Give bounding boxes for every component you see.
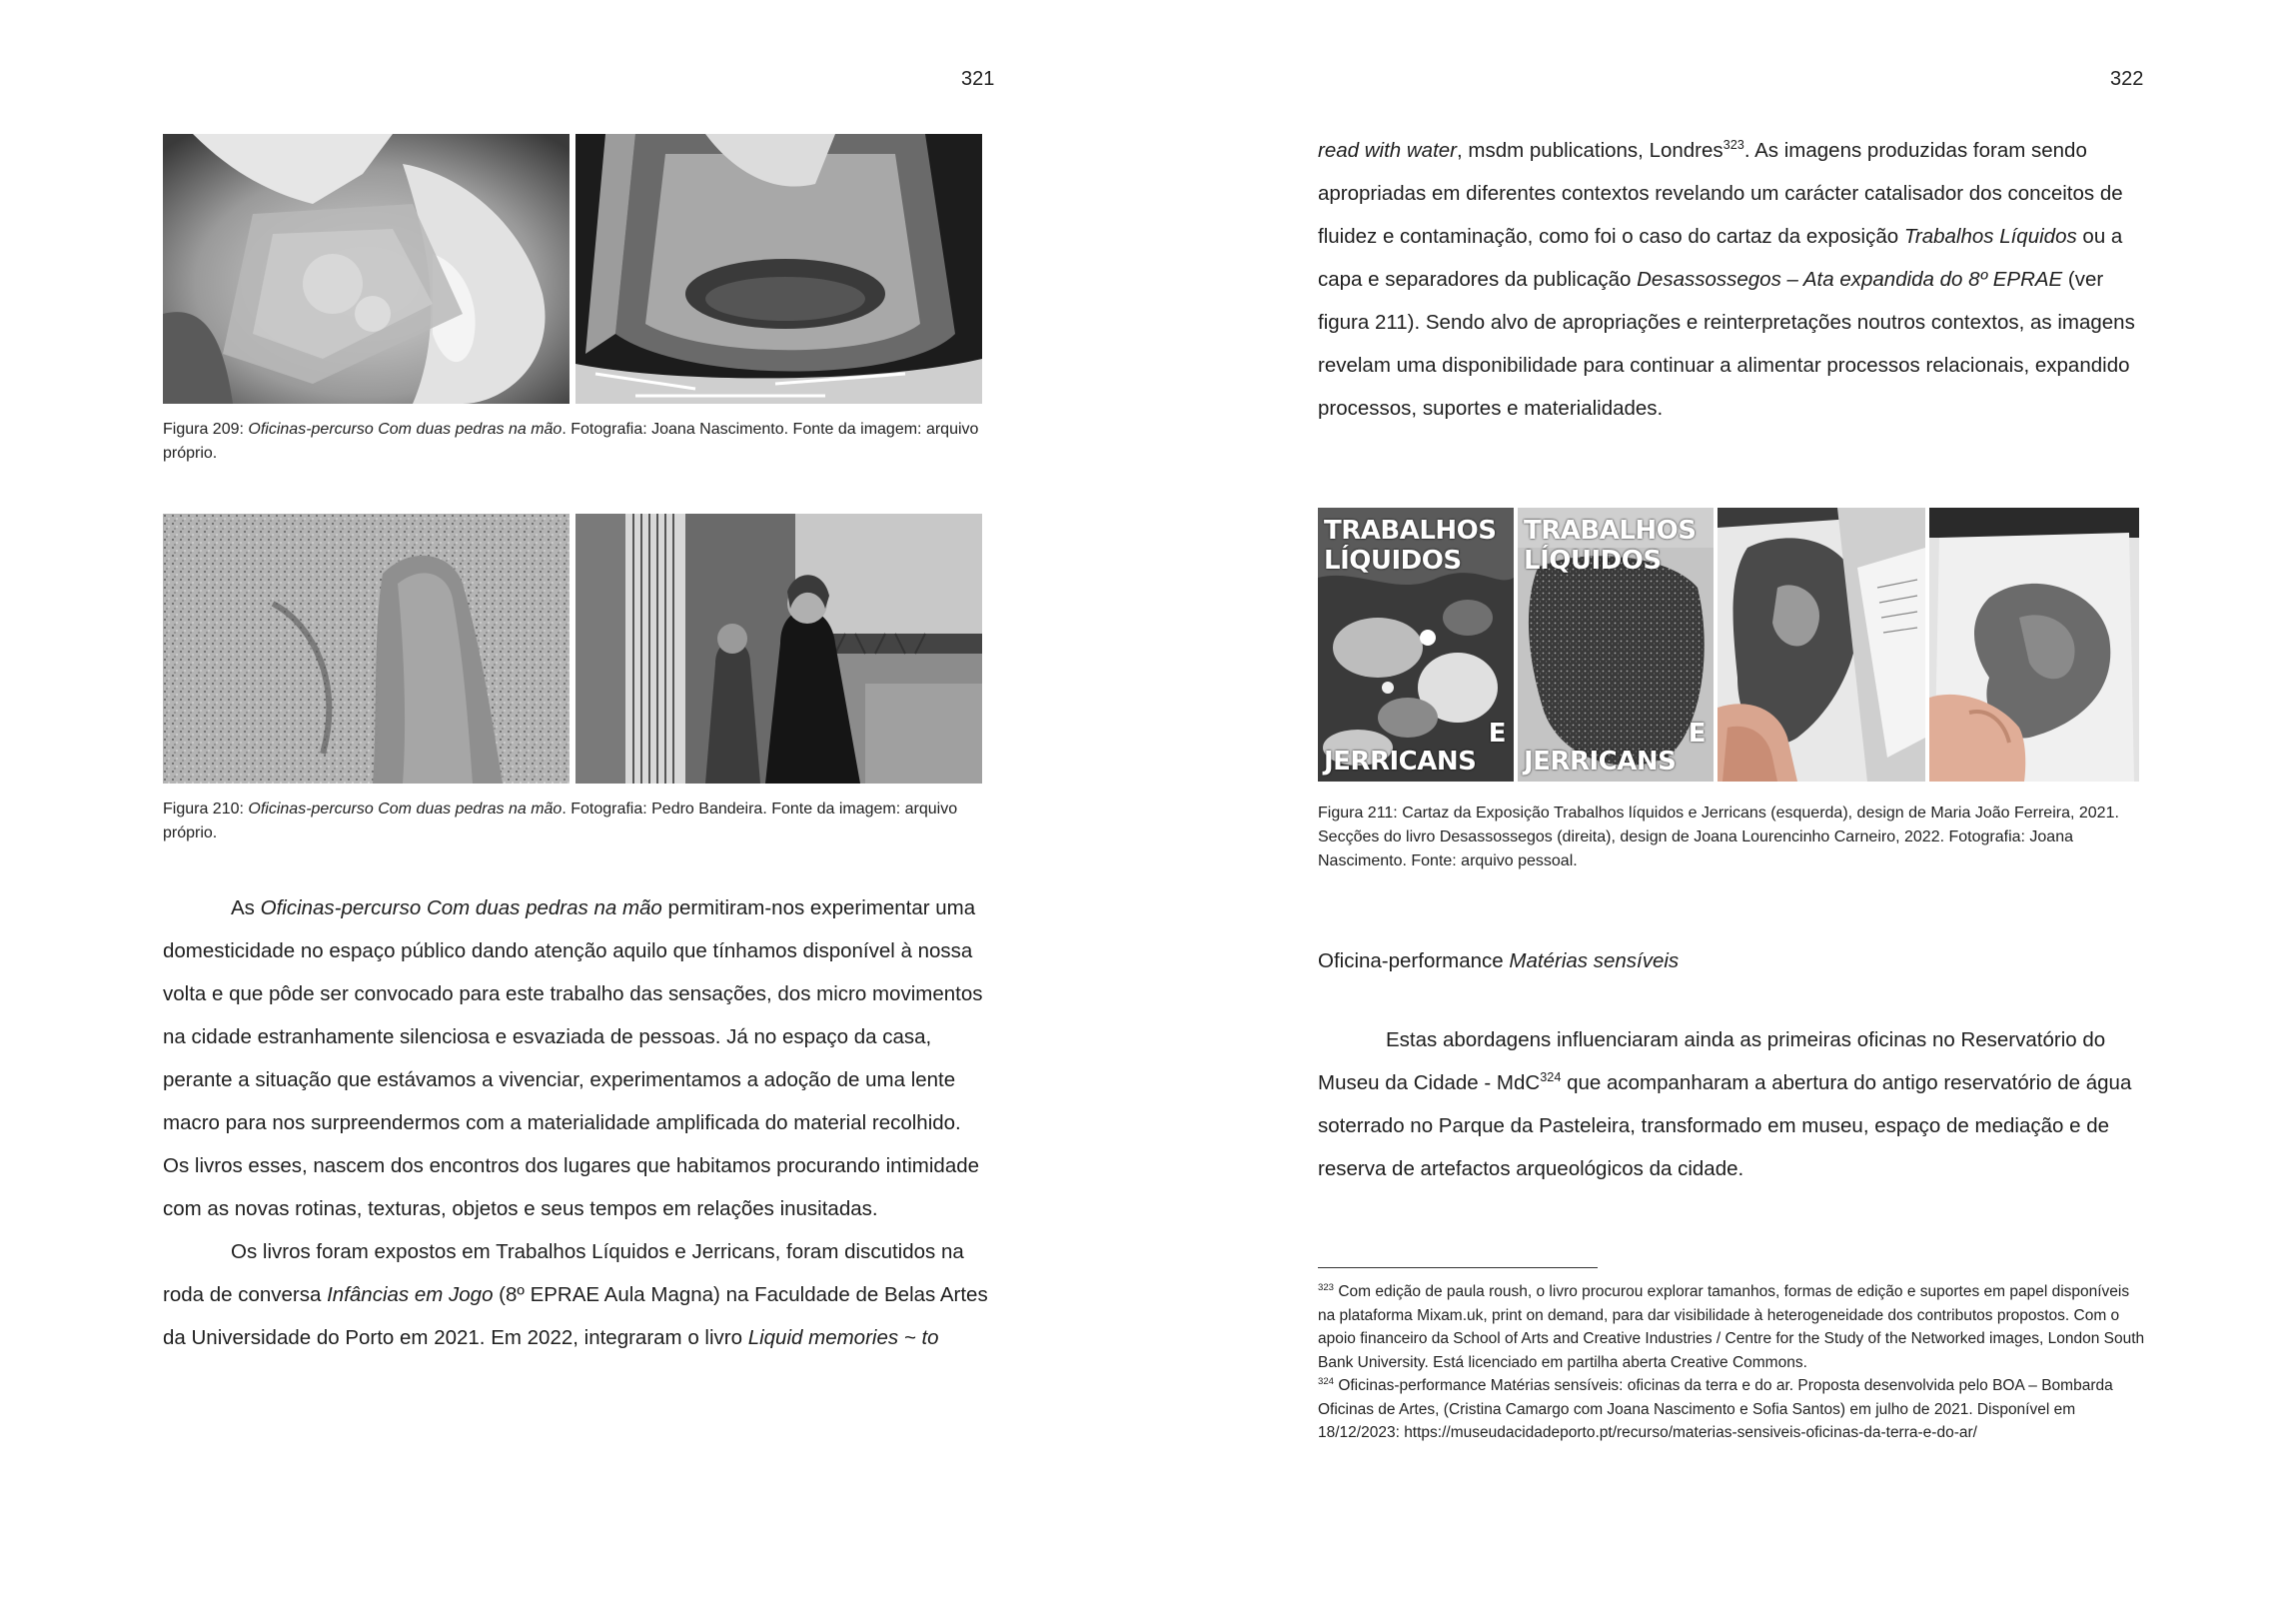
photo-hands-ice (163, 134, 570, 404)
poster-title: TRABALHOS LÍQUIDOS (1324, 516, 1497, 576)
caption-rest: . Fotografia: Joana Nascimento. Fonte da imagem: arquivo próprio. (163, 421, 979, 462)
poster-jerricans: JERRICANS (1524, 747, 1677, 777)
poster-e: E (1488, 719, 1506, 749)
figure-210-caption (163, 798, 992, 845)
right-page (1148, 0, 2296, 1621)
poster-image-2 (1518, 508, 1714, 782)
poster-title: TRABALHOS LÍQUIDOS (1524, 516, 1697, 576)
figure-211-caption: Figura 211: Cartaz da Exposição Trabalhos líquidos e Jerricans (esquerda), design de Maria João Ferreira, 2021. Secções do livro Desassossegos (direita), design de Joana Lourencinho Carneiro, 2022. Fotografia: Joana Nascimento. Fonte: arquivo pessoal. (1318, 805, 2119, 869)
footnote-divider (1318, 1267, 1598, 1268)
book-photo-1 (1718, 508, 1925, 782)
right-body-text-2 (1318, 1018, 2147, 1190)
figure-211-photos (1318, 508, 2139, 782)
left-body-text (163, 886, 992, 1359)
caption-title: Oficinas-percurso Com duas pedras na mão (248, 801, 563, 817)
footnote-324: $^{324}$ Oficinas-performance Matérias sensíveis: oficinas da terra e do ar. Proposta desenvolvida pelo BOA – Bombarda Oficinas de Artes, (Cristina Camargo com Joana Nascimento e Sofia Santos) em julho de 2021. Disponível em 18/12/2023: https://museudacidadeporto.pt/recurso/materias-sensiveis-oficinas-da-terra-e-do-ar/ (1318, 1375, 2113, 1441)
caption-rest: . Fotografia: Pedro Bandeira. Fonte da imagem: arquivo próprio. (163, 801, 958, 841)
paragraph: Estas abordagens influenciaram ainda as primeiras oficinas no Reservatório do Museu da Cidade - MdC$^{324}$ que acompanharam a abertura do antigo reservatório de água soterrado no Parque da Pasteleira, transformado em museu, espaço de mediação e de reserva de artefactos arqueológicos da cidade. (1318, 1028, 2132, 1180)
footnote-ref[interactable]: 323 (1722, 137, 1744, 153)
section-heading: Oficina-performance Matérias sensíveis (1318, 949, 1680, 972)
photo-people-city (575, 514, 982, 784)
poster-e: E (1688, 719, 1706, 749)
figure-209-caption (163, 418, 992, 466)
right-body-text (1318, 129, 2147, 430)
caption-title: Oficinas-percurso Com duas pedras na mão (248, 421, 563, 438)
paragraph: read with water, msdm publications, Londres$^{323}$. As imagens produzidas foram sendo apropriadas em diferentes contextos revelando um carácter catalisador dos conceitos de fluidez e contaminação, como foi o caso do cartaz da exposição Trabalhos Líquidos ou a capa e separadores da publicação Desassossegos – Ata expandida do 8º EPRAE (ver figura 211). Sendo alvo de apropriações e reinterpretações noutros contextos, as imagens revelam uma disponibilidade para continuar a alimentar processos relacionais, expandido processos, suportes e materialidades. (1318, 137, 2135, 420)
book-photo-2 (1929, 508, 2139, 782)
photo-hand-granite (163, 514, 570, 784)
figure-210-photos (163, 514, 982, 784)
paragraph: As Oficinas-percurso Com duas pedras na mão permitiram-nos experimentar uma domesticidade no espaço público dando atenção aquilo que tínhamos disponível à nossa volta e que pôde ser convocado para este trabalho das sensações, dos micro movimentos na cidade estranhamente silenciosa e esvaziada de pessoas. Já no espaço da casa, perante a situação que estávamos a vivenciar, experimentamos a adoção de uma lente macro para nos surpreendermos com a materialidade amplificada do material recolhido. Os livros esses, nascem dos encontros dos lugares que habitamos procurando intimidade com as novas rotinas, texturas, objetos e seus tempos em relações inusitadas. (163, 896, 983, 1220)
caption-label: Figura 209: (163, 421, 249, 438)
caption-label: Figura 210: (163, 801, 249, 817)
poster-jerricans: JERRICANS (1324, 747, 1477, 777)
page-number: 322 (2110, 68, 2144, 90)
poster-image-1 (1318, 508, 1514, 782)
footnote-323: $^{323}$ Com edição de paula roush, o livro procurou explorar tamanhos, formas de edição e suportes em papel disponíveis na plataforma Mixam.uk, print on demand, para dar visibilidade à heterogeneidade dos contributos propostos. Com o apoio financeiro da School of Arts and Creative Industries / Centre for the Study of the Networked images, London South Bank University. Está licenciado em partilha aberta Creative Commons. (1318, 1281, 2145, 1371)
footnotes (1318, 1280, 2149, 1445)
photo-hand-water-glass (575, 134, 982, 404)
footnote-ref[interactable]: 324 (1540, 1069, 1562, 1085)
figure-209-photos (163, 134, 982, 404)
paragraph: Os livros foram expostos em Trabalhos Líquidos e Jerricans, foram discutidos na roda de conversa Infâncias em Jogo (8º EPRAE Aula Magna) na Faculdade de Belas Artes da Universidade do Porto em 2021. Em 2022, integraram o livro Liquid memories ~ to (163, 1240, 988, 1349)
page-number: 321 (961, 68, 995, 90)
